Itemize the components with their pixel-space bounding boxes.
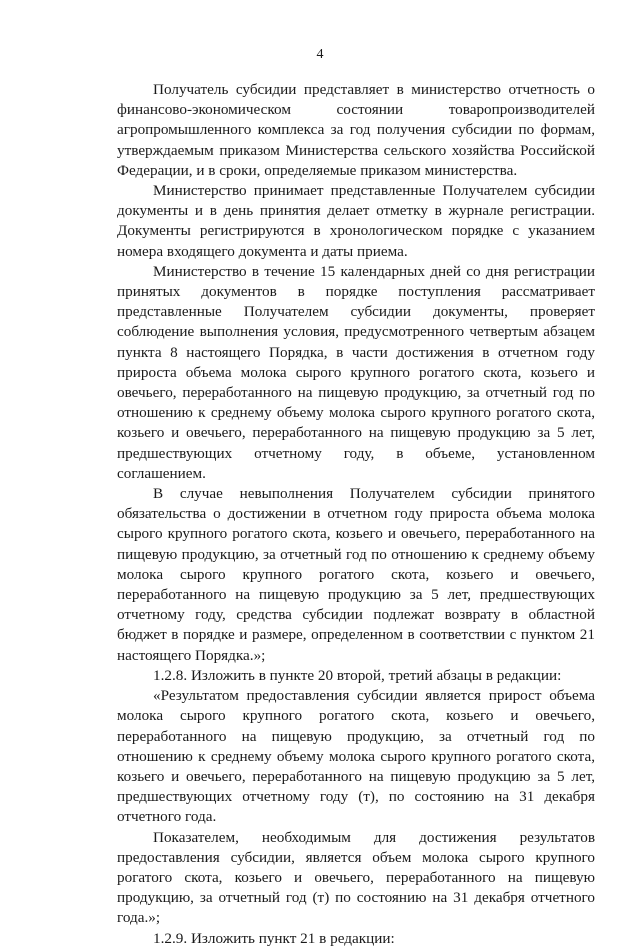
paragraph-result: «Результатом предоставления субсидии является прирост объема молока сырого крупного рогатого скота, козьего и овечьего, переработанного на пищевую продукцию, за отчетный год по отношению к среднему объему молока сырого крупного рогатого скота, козьего и овечьего, переработанного на пищевую продукцию за 5 лет, предшествующих отчетному году (т), по состоянию на 31 декабря отчетного года. bbox=[117, 687, 595, 826]
paragraph-indicator: Показателем, необходимым для достижения результатов предоставления субсидии, является объем молока сырого крупного рогатого скота, козьего и овечьего, переработанного на пищевую продукцию, за отчетный год (т) по состоянию на 31 декабря отчетного года.»; bbox=[117, 828, 595, 927]
page-number: 4 bbox=[316, 47, 324, 62]
paragraph-refund: В случае невыполнения Получателем субсидии принятого обязательства о достижении в отчетном году прироста объема молока сырого крупного рогатого скота, козьего и овечьего, переработанного на пищевую продукцию, за отчетный год по отношению к среднему объему молока сырого крупного рогатого скота, козьего и овечьего, переработанного на пищевую продукцию за 5 лет, предшествующих отчетному году, средства субсидии подлежат возврату в областной бюджет в порядке и размере, определенном в соответствии с пунктом 21 настоящего Порядка.»; bbox=[117, 485, 595, 664]
document-body bbox=[117, 80, 595, 949]
paragraph-amendment-1-2-8: 1.2.8. Изложить в пункте 20 второй, третий абзацы в редакции: bbox=[153, 666, 562, 684]
paragraph-reporting: Получатель субсидии представляет в министерство отчетность о финансово-экономическом состоянии товаропроизводителей агропромышленного комплекса за год получения субсидии по формам, утверждаемым приказом Министерства сельского хозяйства Российской Федерации, и в сроки, определяемые приказом министерства. bbox=[117, 81, 595, 179]
paragraph-registration: Министерство принимает представленные Получателем субсидии документы и в день принятия делает отметку в журнале регистрации. Документы регистрируются в хронологическом порядке с указанием номера входящего документа и даты приема. bbox=[117, 182, 595, 260]
paragraph-amendment-1-2-9: 1.2.9. Изложить пункт 21 в редакции: bbox=[153, 929, 395, 947]
paragraph-review: Министерство в течение 15 календарных дней со дня регистрации принятых документов в порядке поступления рассматривает представленные Получателем субсидии документы, проверяет соблюдение выполнения условия, предусмотренного четвертым абзацем пункта 8 настоящего Порядка, в части достижения в отчетном году прироста объема молока сырого крупного рогатого скота, козьего и овечьего, переработанного на пищевую продукцию, за отчетный год по отношению к среднему объему молока сырого крупного рогатого скота, козьего и овечьего, переработанного на пищевую продукцию за 5 лет, предшествующих отчетному году, в объеме, установленном соглашением. bbox=[117, 262, 595, 482]
